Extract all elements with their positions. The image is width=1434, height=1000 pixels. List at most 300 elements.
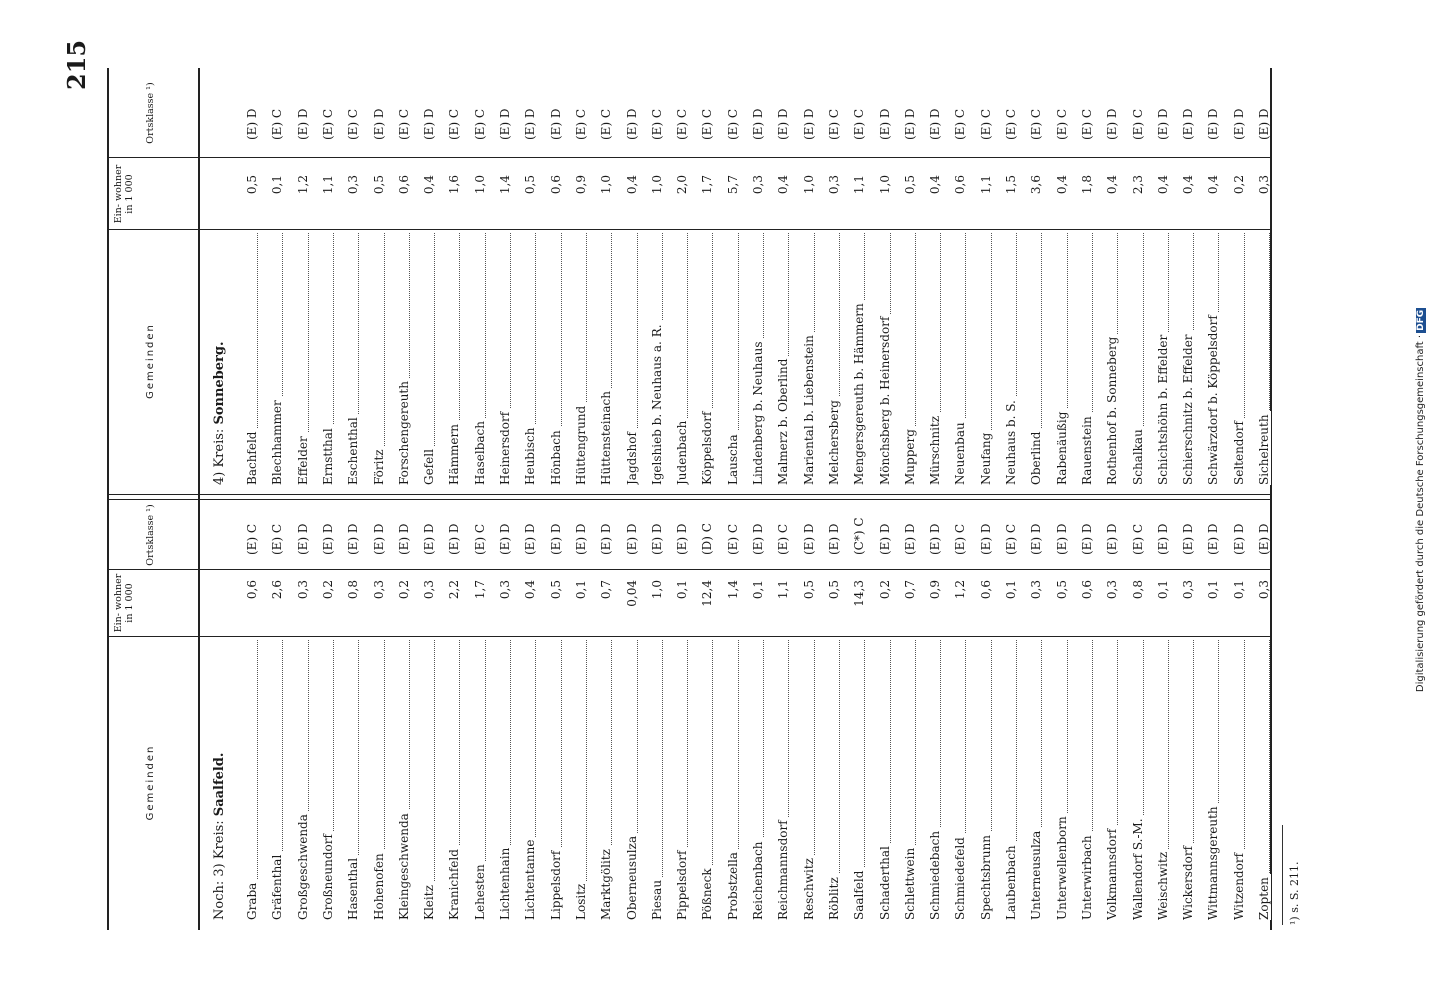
left-row-einwohner: 0,7 bbox=[599, 580, 614, 600]
right-row-name-text: Heinersdorf bbox=[498, 409, 512, 485]
right-row-name-text: Hämmern bbox=[447, 421, 461, 485]
left-row-name-text: Piesau bbox=[650, 877, 664, 920]
left-row-name-text: Großneundorf bbox=[321, 831, 335, 920]
right-row-name-text: Haselbach bbox=[473, 418, 487, 485]
left-row-ortsklasse: (E) D bbox=[1257, 523, 1271, 555]
right-row-ortsklasse: (E) D bbox=[245, 108, 259, 140]
left-row-name bbox=[797, 640, 822, 920]
left-table-row bbox=[468, 500, 493, 920]
right-row-name-text: Rabenäußig bbox=[1055, 409, 1069, 485]
left-row-name bbox=[367, 640, 392, 920]
left-row-name bbox=[1075, 640, 1100, 920]
right-row-name bbox=[1227, 233, 1252, 485]
right-table-row bbox=[847, 65, 872, 485]
left-row-name-text: Unterneusulza bbox=[1029, 828, 1043, 920]
right-table-row bbox=[240, 65, 265, 485]
left-row-name bbox=[468, 640, 493, 920]
right-row-einwohner: 0,1 bbox=[270, 175, 285, 195]
left-row-name bbox=[1252, 640, 1277, 920]
left-row-name-text: Lichtentanne bbox=[523, 837, 537, 920]
left-row-name bbox=[1100, 640, 1125, 920]
digitization-text: Digitalisierung gefördert durch die Deutsche Forschungsgemeinschaft · bbox=[1415, 334, 1426, 693]
right-row-name bbox=[822, 233, 847, 485]
right-row-name-text: Sichelreuth bbox=[1257, 411, 1271, 485]
right-row-einwohner: 1,5 bbox=[1004, 175, 1018, 195]
left-row-leader-dots bbox=[586, 640, 587, 920]
right-row-ortsklasse: (E) C bbox=[447, 108, 462, 140]
left-row-einwohner: 0,1 bbox=[1155, 580, 1170, 600]
left-row-name-text: Reschwitz bbox=[802, 855, 816, 920]
left-row-name-text: Hohenofen bbox=[372, 850, 386, 920]
left-row-ortsklasse: (E) D bbox=[1029, 523, 1044, 555]
right-row-name bbox=[1151, 233, 1176, 485]
right-row-name-text: Lindenberg b. Neuhaus bbox=[751, 339, 765, 485]
right-table-row bbox=[518, 65, 543, 485]
right-row-einwohner: 1,1 bbox=[978, 175, 993, 195]
right-row-ortsklasse: (E) C bbox=[573, 108, 588, 140]
left-row-name bbox=[948, 640, 973, 920]
right-table-row bbox=[265, 65, 290, 485]
right-table-row bbox=[1075, 65, 1100, 485]
left-row-ortsklasse: (E) D bbox=[902, 523, 917, 555]
right-row-ortsklasse: (E) D bbox=[624, 108, 639, 140]
left-row-einwohner: 0,9 bbox=[928, 580, 943, 600]
right-table-row bbox=[645, 65, 670, 485]
right-row-ortsklasse: (E) D bbox=[295, 108, 310, 140]
right-row-name-text: Judenbach bbox=[675, 418, 689, 485]
right-row-ortsklasse: (E) D bbox=[928, 108, 943, 140]
left-row-name-text: Kranichfeld bbox=[447, 846, 461, 920]
left-row-name bbox=[1227, 640, 1252, 920]
right-row-name-text: Malmerz b. Oberlind bbox=[776, 356, 790, 485]
left-row-ortsklasse: (E) D bbox=[649, 523, 664, 555]
left-table-row bbox=[1201, 500, 1226, 920]
left-row-ortsklasse: (E) D bbox=[1181, 523, 1196, 555]
right-row-name bbox=[341, 233, 366, 485]
right-row-einwohner: 0,4 bbox=[1105, 175, 1120, 195]
right-row-einwohner: 1,4 bbox=[498, 175, 512, 195]
left-header-ortsklasse: Ortsklasse ¹) bbox=[145, 504, 156, 566]
right-row-einwohner: 3,6 bbox=[1029, 175, 1044, 195]
left-row-einwohner: 0,4 bbox=[523, 580, 538, 600]
left-row-einwohner: 0,3 bbox=[295, 580, 310, 600]
right-row-name-text: Eschenthal bbox=[346, 414, 360, 485]
right-row-name bbox=[797, 233, 822, 485]
left-table-row bbox=[518, 500, 543, 920]
left-row-name-text: Graba bbox=[245, 880, 259, 920]
right-kreis-name: Sonneberg. bbox=[212, 341, 227, 425]
right-row-name bbox=[695, 233, 720, 485]
left-row-einwohner: 0,3 bbox=[1257, 580, 1271, 600]
right-row-name bbox=[948, 233, 973, 485]
left-row-name-text: Pippelsdorf bbox=[675, 848, 689, 920]
right-table-row bbox=[797, 65, 822, 485]
right-row-einwohner: 1,6 bbox=[447, 175, 462, 195]
left-row-einwohner: 0,5 bbox=[826, 580, 841, 600]
right-table-row bbox=[1201, 65, 1226, 485]
left-row-name bbox=[594, 640, 619, 920]
right-row-name bbox=[442, 233, 467, 485]
right-row-name bbox=[1252, 233, 1277, 485]
left-row-name-text: Röblitz bbox=[827, 874, 841, 920]
right-row-name-text: Mönchsberg b. Heinersdorf bbox=[878, 314, 892, 485]
left-table-row bbox=[771, 500, 796, 920]
right-table-row bbox=[493, 65, 518, 485]
left-table-row bbox=[493, 500, 518, 920]
right-row-ortsklasse: (E) C bbox=[1029, 108, 1044, 140]
left-row-ortsklasse: (E) C bbox=[270, 523, 285, 555]
left-table-row bbox=[822, 500, 847, 920]
left-row-ortsklasse: (E) D bbox=[801, 523, 816, 555]
left-row-name-text: Unterwirbach bbox=[1080, 832, 1094, 920]
right-row-name bbox=[721, 233, 746, 485]
left-row-ortsklasse: (E) D bbox=[422, 523, 437, 555]
left-row-name-text: Probstzella bbox=[726, 849, 740, 920]
left-row-name-text: Spechtsbrunn bbox=[979, 832, 993, 920]
left-row-einwohner: 0,3 bbox=[1105, 580, 1120, 600]
right-row-ortsklasse: (E) C bbox=[1054, 108, 1069, 140]
right-row-name bbox=[923, 233, 948, 485]
right-row-name-text: Rothenhof b. Sonneberg bbox=[1105, 334, 1119, 485]
left-row-name bbox=[822, 640, 847, 920]
right-row-name-text: Schwärzdorf b. Köppelsdorf bbox=[1206, 312, 1220, 485]
left-row-name-text: Gräfenthal bbox=[270, 852, 284, 920]
left-row-einwohner: 0,5 bbox=[1054, 580, 1069, 600]
right-row-name bbox=[645, 233, 670, 485]
right-row-name-text: Seltendorf bbox=[1232, 418, 1246, 485]
left-row-name-text: Schmiedefeld bbox=[953, 834, 967, 920]
right-row-name bbox=[1126, 233, 1151, 485]
right-table-row bbox=[594, 65, 619, 485]
right-table-row bbox=[974, 65, 999, 485]
right-row-name-text: Lauscha bbox=[726, 431, 740, 485]
left-row-name bbox=[442, 640, 467, 920]
left-table-row bbox=[341, 500, 366, 920]
right-row-ortsklasse: (E) D bbox=[548, 108, 563, 140]
right-table-row bbox=[341, 65, 366, 485]
right-row-name-text: Hönbach bbox=[549, 427, 563, 485]
right-row-name-text: Schalkau bbox=[1131, 426, 1145, 485]
left-row-name bbox=[974, 640, 999, 920]
right-row-name bbox=[847, 233, 872, 485]
right-row-name-text: Hüttengrund bbox=[574, 403, 588, 485]
right-header-einwohner: Ein- wohner in 1 000 bbox=[113, 164, 135, 224]
right-row-einwohner: 0,3 bbox=[346, 175, 361, 195]
left-table-row bbox=[240, 500, 265, 920]
left-kreis-name: Saalfeld. bbox=[212, 752, 227, 817]
right-row-name-text: Ernstthal bbox=[321, 425, 335, 485]
right-row-ortsklasse: (E) D bbox=[1257, 108, 1271, 140]
left-row-einwohner: 0,2 bbox=[877, 580, 892, 600]
right-row-name-text: Effelder bbox=[296, 433, 310, 485]
right-table-row bbox=[620, 65, 645, 485]
left-row-einwohner: 0,5 bbox=[801, 580, 816, 600]
left-table-row bbox=[695, 500, 720, 920]
left-row-einwohner: 0,04 bbox=[624, 580, 639, 607]
left-row-einwohner: 0,1 bbox=[675, 580, 690, 600]
right-row-ortsklasse: (E) C bbox=[700, 108, 715, 140]
left-row-leader-dots bbox=[434, 640, 435, 920]
left-row-name bbox=[670, 640, 695, 920]
right-row-name-text: Neuenbau bbox=[953, 419, 967, 485]
right-row-name bbox=[417, 233, 442, 485]
left-row-name-text: Lositz bbox=[574, 881, 588, 920]
left-table-row bbox=[721, 500, 746, 920]
left-row-name-text: Reichenbach bbox=[751, 838, 765, 920]
left-row-name-text: Unterwellenborn bbox=[1055, 813, 1069, 920]
right-row-ortsklasse: (E) C bbox=[1004, 108, 1018, 140]
left-row-name bbox=[518, 640, 543, 920]
left-header-gemeinden: Gemeinden bbox=[145, 744, 156, 821]
left-row-name-text: Zopten bbox=[1257, 874, 1271, 920]
left-row-ortsklasse: (E) D bbox=[447, 523, 462, 555]
right-row-einwohner: 1,0 bbox=[877, 175, 892, 195]
right-row-name bbox=[1176, 233, 1201, 485]
left-row-ortsklasse: (E) C bbox=[953, 523, 968, 555]
left-row-einwohner: 0,1 bbox=[1206, 580, 1221, 600]
left-row-einwohner: 0,1 bbox=[751, 580, 765, 600]
left-row-name-text: Volkmannsdorf bbox=[1105, 826, 1119, 920]
right-row-name bbox=[974, 233, 999, 485]
left-table-row bbox=[873, 500, 898, 920]
left-header-einwohner: Ein- wohner in 1 000 bbox=[113, 573, 135, 633]
right-table-row bbox=[1126, 65, 1151, 485]
right-row-name bbox=[291, 233, 316, 485]
left-row-ortsklasse: (E) D bbox=[346, 523, 361, 555]
right-row-name bbox=[265, 233, 290, 485]
right-row-ortsklasse: (E) D bbox=[776, 108, 791, 140]
left-row-name-text: Wittmannsgereuth bbox=[1206, 803, 1220, 920]
right-table-row bbox=[695, 65, 720, 485]
left-row-name bbox=[493, 640, 518, 920]
right-row-ortsklasse: (E) D bbox=[371, 108, 386, 140]
right-row-ortsklasse: (E) D bbox=[523, 108, 538, 140]
right-row-einwohner: 0,2 bbox=[1231, 175, 1246, 195]
left-row-name-text: Wallendorf S.-M. bbox=[1131, 815, 1145, 920]
right-row-ortsklasse: (E) D bbox=[751, 108, 765, 140]
right-header-ortsklasse: Ortsklasse ¹) bbox=[145, 82, 156, 144]
right-row-einwohner: 0,3 bbox=[1257, 175, 1271, 195]
right-row-ortsklasse: (E) C bbox=[953, 108, 968, 140]
right-row-name bbox=[392, 233, 417, 485]
right-table-row bbox=[392, 65, 417, 485]
left-row-einwohner: 0,5 bbox=[548, 580, 563, 600]
right-row-einwohner: 1,2 bbox=[295, 175, 310, 195]
left-table-row bbox=[1075, 500, 1100, 920]
right-table-row bbox=[822, 65, 847, 485]
left-row-name-text: Wickersdorf bbox=[1181, 843, 1195, 920]
right-row-einwohner: 0,3 bbox=[751, 175, 765, 195]
left-row-ortsklasse: (E) D bbox=[548, 523, 563, 555]
left-row-name bbox=[417, 640, 442, 920]
left-row-einwohner: 0,6 bbox=[978, 580, 993, 600]
left-row-einwohner: 0,6 bbox=[245, 580, 259, 600]
right-table-row bbox=[1024, 65, 1049, 485]
left-row-ortsklasse: (E) D bbox=[928, 523, 943, 555]
left-table-row bbox=[291, 500, 316, 920]
right-row-name-text: Igelshieb b. Neuhaus a. R. bbox=[650, 321, 664, 485]
left-row-einwohner: 0,7 bbox=[902, 580, 917, 600]
left-row-name-text: Schaderthal bbox=[878, 843, 892, 920]
left-row-name bbox=[341, 640, 366, 920]
right-row-einwohner: 1,0 bbox=[599, 175, 614, 195]
left-table-row bbox=[316, 500, 341, 920]
left-row-einwohner: 1,7 bbox=[472, 580, 487, 600]
right-row-name bbox=[316, 233, 341, 485]
right-row-name bbox=[999, 233, 1024, 485]
left-row-name-text: Pößneck bbox=[700, 865, 714, 920]
right-row-name bbox=[746, 233, 771, 485]
right-row-name bbox=[594, 233, 619, 485]
right-row-einwohner: 1,1 bbox=[320, 175, 335, 195]
left-row-einwohner: 0,3 bbox=[422, 580, 437, 600]
right-row-ortsklasse: (E) C bbox=[725, 108, 740, 140]
left-row-name-text: Lehesten bbox=[473, 861, 487, 920]
left-row-ortsklasse: (E) D bbox=[1231, 523, 1246, 555]
right-row-ortsklasse: (E) D bbox=[1231, 108, 1246, 140]
right-row-ortsklasse: (E) C bbox=[852, 108, 867, 140]
right-row-ortsklasse: (E) D bbox=[422, 108, 437, 140]
right-row-name-text: Schichtshöhn b. Effelder bbox=[1156, 332, 1170, 485]
left-row-ortsklasse: (E) D bbox=[573, 523, 588, 555]
right-row-ortsklasse: (E) C bbox=[978, 108, 993, 140]
right-row-einwohner: 0,5 bbox=[245, 175, 259, 195]
right-table-row bbox=[999, 65, 1024, 485]
right-row-einwohner: 1,8 bbox=[1079, 175, 1094, 195]
right-row-einwohner: 0,5 bbox=[371, 175, 386, 195]
right-row-name bbox=[620, 233, 645, 485]
right-header-gemeinden: Gemeinden bbox=[145, 323, 156, 399]
left-row-einwohner: 0,8 bbox=[1130, 580, 1145, 600]
left-row-name bbox=[695, 640, 720, 920]
left-row-einwohner: 0,1 bbox=[573, 580, 588, 600]
right-row-einwohner: 0,4 bbox=[624, 175, 639, 195]
right-row-name-text: Jagdshof bbox=[625, 429, 639, 485]
right-row-einwohner: 0,5 bbox=[902, 175, 917, 195]
left-row-ortsklasse: (E) D bbox=[396, 523, 411, 555]
left-table-row bbox=[1151, 500, 1176, 920]
right-row-ortsklasse: (E) C bbox=[270, 108, 285, 140]
right-row-ortsklasse: (E) C bbox=[649, 108, 664, 140]
left-row-name-text: Witzendorf bbox=[1232, 850, 1246, 920]
right-row-einwohner: 0,4 bbox=[776, 175, 791, 195]
right-row-einwohner: 1,0 bbox=[649, 175, 664, 195]
left-table-row bbox=[923, 500, 948, 920]
left-row-name bbox=[873, 640, 898, 920]
left-row-ortsklasse: (E) D bbox=[599, 523, 614, 555]
left-row-einwohner: 0,3 bbox=[1029, 580, 1044, 600]
left-row-name bbox=[569, 640, 594, 920]
left-row-einwohner: 0,1 bbox=[1004, 580, 1018, 600]
right-row-name-text: Hüttensteinach bbox=[599, 388, 613, 485]
right-row-name bbox=[873, 233, 898, 485]
left-row-einwohner: 1,4 bbox=[725, 580, 740, 600]
left-row-name bbox=[847, 640, 872, 920]
right-row-einwohner: 0,9 bbox=[573, 175, 588, 195]
right-row-einwohner: 0,4 bbox=[1155, 175, 1170, 195]
left-row-name-text: Schlettwein bbox=[903, 845, 917, 920]
left-row-einwohner: 0,2 bbox=[320, 580, 335, 600]
left-row-name bbox=[240, 640, 265, 920]
right-row-ortsklasse: (E) C bbox=[346, 108, 361, 140]
right-row-einwohner: 2,3 bbox=[1130, 175, 1145, 195]
left-row-ortsklasse: (E) D bbox=[826, 523, 841, 555]
left-table-row bbox=[974, 500, 999, 920]
right-row-einwohner: 0,6 bbox=[953, 175, 968, 195]
left-table-row bbox=[1227, 500, 1252, 920]
right-row-name-text: Melchersberg bbox=[827, 397, 841, 485]
right-row-einwohner: 0,4 bbox=[422, 175, 437, 195]
right-row-ortsklasse: (E) D bbox=[801, 108, 816, 140]
left-row-einwohner: 0,3 bbox=[371, 580, 386, 600]
right-row-name-text: Rauenstein bbox=[1080, 413, 1094, 485]
left-row-ortsklasse: (E) D bbox=[498, 523, 512, 555]
right-table-row bbox=[1100, 65, 1125, 485]
right-table-row bbox=[670, 65, 695, 485]
left-row-ortsklasse: (E) C bbox=[1004, 523, 1018, 555]
left-row-ortsklasse: (E) D bbox=[978, 523, 993, 555]
left-row-ortsklasse: (E) D bbox=[877, 523, 892, 555]
left-table-row bbox=[569, 500, 594, 920]
right-row-name bbox=[1201, 233, 1226, 485]
left-table-row bbox=[1050, 500, 1075, 920]
left-row-name-text: Hasenthal bbox=[346, 855, 360, 920]
left-row-ortsklasse: (C*) C bbox=[852, 517, 867, 555]
right-row-name bbox=[493, 233, 518, 485]
right-row-name bbox=[468, 233, 493, 485]
left-table-row bbox=[1024, 500, 1049, 920]
left-table-row bbox=[948, 500, 973, 920]
right-table-row bbox=[316, 65, 341, 485]
left-row-name-text: Laubenbach bbox=[1004, 842, 1018, 920]
left-table-row bbox=[367, 500, 392, 920]
right-table-row bbox=[569, 65, 594, 485]
left-row-ortsklasse: (E) C bbox=[245, 523, 259, 555]
left-row-name bbox=[265, 640, 290, 920]
left-row-ortsklasse: (E) D bbox=[1155, 523, 1170, 555]
left-row-name-text: Lichtenhain bbox=[498, 845, 512, 920]
right-row-einwohner: 1,1 bbox=[852, 175, 867, 195]
right-row-ortsklasse: (E) D bbox=[902, 108, 917, 140]
left-row-einwohner: 0,8 bbox=[346, 580, 361, 600]
right-row-name-text: Bachfeld bbox=[245, 429, 259, 485]
right-kreis-title bbox=[212, 341, 227, 485]
left-row-name-text: Weischwitz bbox=[1156, 849, 1170, 920]
left-kreis-prefix: Noch: 3) Kreis: bbox=[212, 820, 227, 920]
left-row-ortsklasse: (E) D bbox=[371, 523, 386, 555]
digitization-notice bbox=[1415, 0, 1426, 1000]
footnote-rule bbox=[1282, 825, 1283, 925]
right-row-einwohner: 1,0 bbox=[801, 175, 816, 195]
left-row-einwohner: 1,0 bbox=[649, 580, 664, 600]
left-table-row bbox=[392, 500, 417, 920]
left-row-ortsklasse: (E) D bbox=[675, 523, 690, 555]
left-row-einwohner: 1,1 bbox=[776, 580, 791, 600]
right-row-ortsklasse: (E) C bbox=[599, 108, 614, 140]
left-row-name bbox=[746, 640, 771, 920]
left-table-row bbox=[417, 500, 442, 920]
right-row-name bbox=[544, 233, 569, 485]
left-row-ortsklasse: (E) C bbox=[1130, 523, 1145, 555]
left-row-name bbox=[1176, 640, 1201, 920]
right-table-row bbox=[442, 65, 467, 485]
right-row-einwohner: 2,0 bbox=[675, 175, 690, 195]
right-row-ortsklasse: (E) D bbox=[1181, 108, 1196, 140]
left-row-einwohner: 0,3 bbox=[1181, 580, 1196, 600]
left-row-name bbox=[392, 640, 417, 920]
right-row-ortsklasse: (E) D bbox=[1155, 108, 1170, 140]
left-row-einwohner: 2,6 bbox=[270, 580, 285, 600]
